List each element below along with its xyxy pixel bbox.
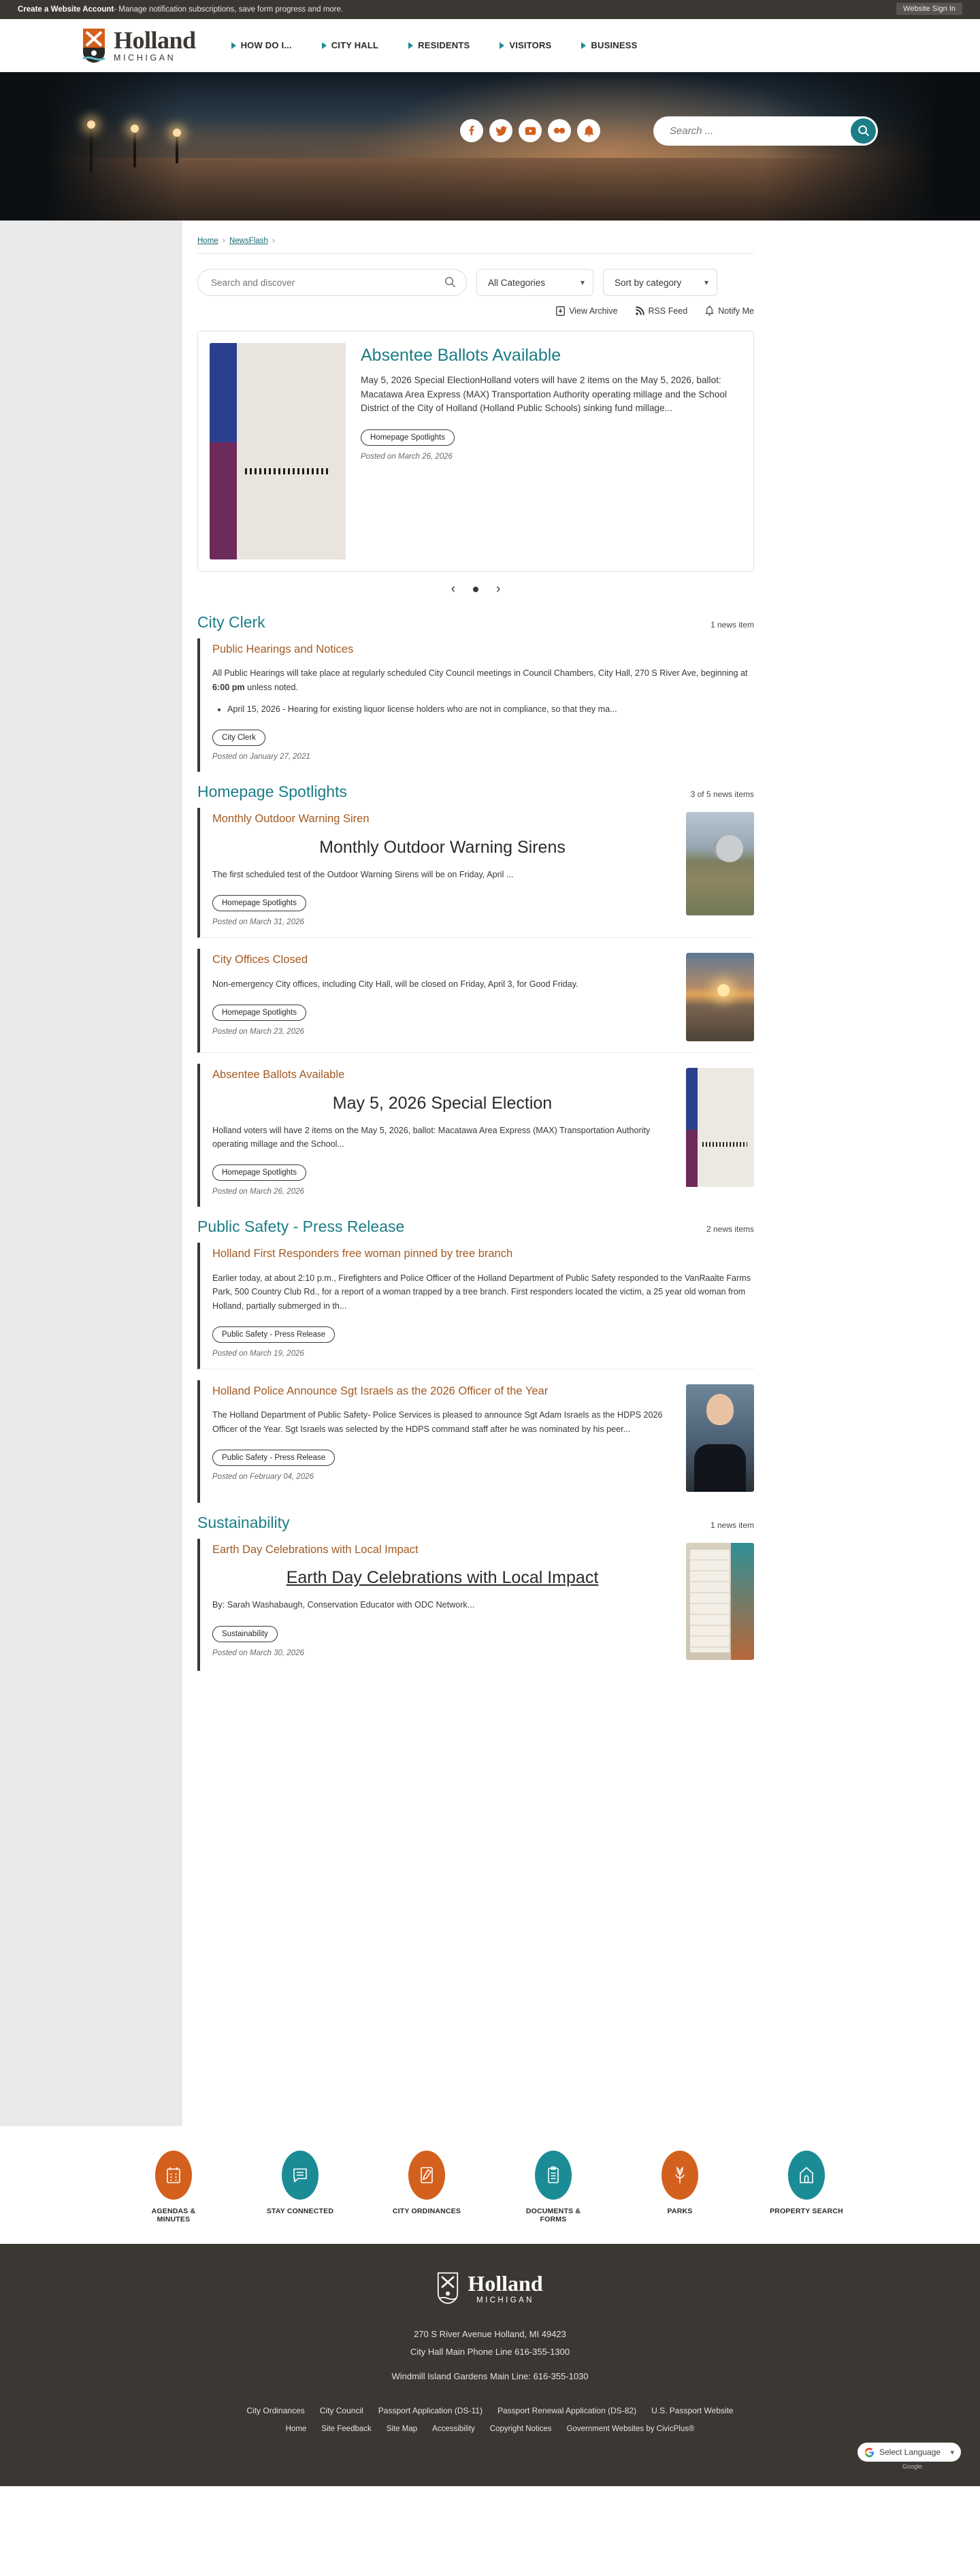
footer-link-copyright-notices[interactable]: Copyright Notices	[489, 2425, 552, 2433]
hero-search	[653, 116, 878, 146]
section-item-count: 1 news item	[710, 1520, 754, 1531]
chevron-right-icon	[581, 42, 586, 49]
section-title[interactable]: City Clerk	[197, 613, 265, 631]
nav-item-residents[interactable]	[408, 40, 470, 50]
excerpt-part-1: All Public Hearings will take place at regularly scheduled City Council meetings in Council Chambers, City Hall, 270 S River Ave, beginning at	[212, 668, 748, 679]
search-icon[interactable]	[444, 276, 456, 291]
hero-search-input[interactable]	[653, 116, 878, 146]
breadcrumb-newsflash[interactable]: NewsFlash	[229, 237, 268, 245]
search-and-discover	[197, 269, 467, 296]
news-item-category-tag[interactable]: City Clerk	[212, 730, 265, 746]
nav-item-visitors[interactable]	[500, 40, 551, 50]
breadcrumb-separator: ›	[272, 237, 275, 245]
quick-link-label: PROPERTY SEARCH	[770, 2207, 843, 2215]
holland-crest-icon	[82, 27, 106, 64]
chevron-right-icon	[408, 42, 413, 49]
news-item-headline-graphic: Earth Day Celebrations with Local Impact	[286, 1568, 599, 1588]
footer-phone: City Hall Main Phone Line 616-355-1300	[410, 2347, 570, 2357]
news-item[interactable]	[197, 1539, 754, 1671]
news-item-excerpt: By: Sarah Washabaugh, Conservation Educator with ODC Network...	[212, 1600, 475, 1610]
notify-me-button[interactable]	[705, 306, 754, 316]
site-footer	[0, 2244, 980, 2486]
nav-label: HOW DO I...	[240, 40, 292, 50]
rss-feed-label: RSS Feed	[648, 306, 688, 316]
sort-select[interactable]	[603, 269, 717, 296]
news-item[interactable]	[197, 808, 754, 938]
footer-links-row-1	[0, 2406, 980, 2415]
main-navigation	[231, 40, 638, 50]
excerpt-part-2: unless noted.	[244, 682, 299, 692]
featured-news-title[interactable]: Absentee Ballots Available	[361, 346, 561, 365]
notify-me-label: Notify Me	[718, 306, 754, 316]
bell-icon	[705, 306, 714, 316]
footer-brand-name: Holland	[468, 2270, 543, 2296]
footer-link-site-feedback[interactable]: Site Feedback	[321, 2425, 372, 2433]
news-item[interactable]	[197, 949, 754, 1053]
hero-search-button[interactable]	[851, 118, 876, 144]
section-item-count: 1 news item	[710, 620, 754, 630]
quick-link-documents-forms[interactable]	[516, 2151, 591, 2223]
news-item-posted-date: Posted on March 30, 2026	[212, 1648, 304, 1657]
section-title[interactable]: Public Safety - Press Release	[197, 1218, 405, 1236]
news-item-bullets	[212, 702, 754, 716]
sort-select-value: Sort by category	[615, 277, 682, 288]
quick-link-label: AGENDAS & MINUTES	[151, 2207, 196, 2223]
news-item-posted-date: Posted on January 27, 2021	[212, 753, 310, 762]
twitter-icon[interactable]	[489, 119, 512, 142]
featured-news-image[interactable]	[210, 343, 346, 559]
featured-news-posted-date: Posted on March 26, 2026	[361, 452, 453, 461]
section-title[interactable]: Sustainability	[197, 1514, 290, 1532]
news-item-title[interactable]: Public Hearings and Notices	[212, 643, 354, 655]
google-translate-brand: Google	[902, 2463, 922, 2470]
footer-link-accessibility[interactable]: Accessibility	[432, 2425, 475, 2433]
rss-icon	[636, 306, 644, 315]
nav-item-how-do-i[interactable]	[231, 40, 292, 50]
news-item-thumbnail[interactable]	[686, 1068, 754, 1196]
view-archive-button[interactable]	[556, 306, 617, 316]
news-item[interactable]	[197, 1064, 754, 1207]
carousel-controls	[197, 583, 754, 596]
category-select[interactable]	[476, 269, 593, 296]
news-item-excerpt: Holland voters will have 2 items on the May 5, 2026, ballot: Macatawa Area Express (MAX) Transportation Authority operating millage and the School...	[212, 1125, 651, 1150]
news-item-category-tag[interactable]: Public Safety - Press Release	[212, 1450, 335, 1466]
divider	[197, 253, 754, 254]
footer-link-site-map[interactable]: Site Map	[386, 2425, 418, 2433]
chevron-right-icon	[322, 42, 327, 49]
footer-brand-state: MICHIGAN	[476, 2296, 534, 2304]
translate-widget-wrap	[0, 2440, 980, 2474]
chat-bubble-icon	[282, 2151, 318, 2200]
nav-label: RESIDENTS	[418, 40, 470, 50]
filter-bar	[197, 269, 754, 296]
flickr-icon[interactable]	[548, 119, 571, 142]
quick-link-property-search[interactable]	[769, 2151, 844, 2223]
create-account-link[interactable]: Create a Website Account	[18, 5, 114, 14]
news-item-title[interactable]: Holland First Responders free woman pinned by tree branch	[212, 1248, 513, 1260]
page-body	[0, 221, 980, 2126]
footer-windmill-phone: Windmill Island Gardens Main Line: 616-355-1030	[391, 2371, 589, 2381]
nav-item-city-hall[interactable]	[322, 40, 378, 50]
featured-news-card[interactable]	[197, 331, 754, 572]
city-hall-sunset-photo	[686, 953, 754, 1041]
featured-news-category-tag[interactable]: Homepage Spotlights	[361, 429, 455, 446]
news-item[interactable]	[197, 638, 754, 772]
outdoor-warning-siren-photo	[686, 812, 754, 915]
quick-link-stay-connected[interactable]	[263, 2151, 338, 2223]
pencil-document-icon	[408, 2151, 445, 2200]
language-select-value: Select Language	[879, 2447, 941, 2457]
news-item[interactable]	[197, 1380, 754, 1503]
footer-link-city-council[interactable]: City Council	[319, 2406, 363, 2415]
news-item-thumbnail[interactable]	[686, 1543, 754, 1660]
quick-links-bar	[0, 2126, 980, 2244]
news-item-posted-date: Posted on February 04, 2026	[212, 1473, 314, 1482]
website-sign-in-button[interactable]: Website Sign In	[896, 3, 962, 15]
earth-month-toolkit-photo	[686, 1543, 754, 1660]
quick-link-parks[interactable]	[642, 2151, 717, 2223]
news-item-thumbnail[interactable]	[686, 812, 754, 926]
section-item-count: 2 news items	[706, 1224, 754, 1235]
news-item-title[interactable]: Holland Police Announce Sgt Israels as the 2026 Officer of the Year	[212, 1385, 549, 1398]
breadcrumb	[197, 221, 754, 253]
news-item-excerpt: The first scheduled test of the Outdoor Warning Sirens will be on Friday, April ...	[212, 869, 514, 879]
news-item-excerpt: Non-emergency City offices, including City Hall, will be closed on Friday, April 3, for Good Friday.	[212, 979, 578, 989]
news-item-excerpt: Earlier today, at about 2:10 p.m., Firefighters and Police Officer of the Holland Department of Public Safety responded to the VanRaalte Farms Park, 500 Country Club Rd., for a report of a woman trapped by a tree branch. First responders located the victim, a 25 year old woman from Holland, partially submerged in th...	[212, 1273, 751, 1311]
footer-link-passport-renewal[interactable]: Passport Renewal Application (DS-82)	[497, 2406, 637, 2415]
main-content	[182, 221, 980, 2126]
nav-label: VISITORS	[509, 40, 552, 50]
carousel-dot-1[interactable]	[473, 587, 478, 592]
nav-item-business[interactable]	[581, 40, 637, 50]
notify-me-bell-icon[interactable]	[577, 119, 600, 142]
quick-link-agendas-minutes[interactable]	[136, 2151, 211, 2223]
brand-name: Holland	[114, 27, 196, 54]
news-section-city-clerk	[197, 613, 754, 772]
news-item-category-tag[interactable]: Public Safety - Press Release	[212, 1326, 335, 1343]
absentee-ballot-photo	[210, 343, 346, 559]
quick-link-label: DOCUMENTS & FORMS	[525, 2207, 581, 2223]
site-header	[0, 19, 980, 72]
youtube-icon[interactable]	[519, 119, 542, 142]
utility-bar	[0, 0, 980, 19]
police-officer-portrait-photo	[686, 1384, 754, 1492]
footer-logo[interactable]	[0, 2271, 980, 2305]
carousel-prev-button[interactable]: ‹	[451, 582, 455, 596]
news-item-headline-graphic: Monthly Outdoor Warning Sirens	[319, 837, 566, 857]
nav-label: CITY HALL	[331, 40, 379, 50]
chevron-down-icon: ▾	[950, 2448, 954, 2457]
calendar-icon	[155, 2151, 192, 2200]
news-item-excerpt	[212, 666, 754, 694]
category-select-value: All Categories	[488, 277, 546, 288]
brand-state: MICHIGAN	[114, 53, 176, 63]
news-item-bullet: • April 15, 2026 - Hearing for existing liquor license holders who are not in compliance, so that they ma...	[227, 702, 754, 716]
house-icon	[788, 2151, 825, 2200]
footer-link-civicplus[interactable]: Government Websites by CivicPlus®	[566, 2425, 695, 2433]
news-section-homepage-spotlights	[197, 783, 754, 1207]
news-item-category-tag[interactable]: Sustainability	[212, 1626, 278, 1642]
news-item-posted-date: Posted on March 26, 2026	[212, 1188, 304, 1196]
footer-address: 270 S River Avenue Holland, MI 49423	[414, 2329, 566, 2339]
news-item-posted-date: Posted on March 19, 2026	[212, 1350, 304, 1358]
news-item-title[interactable]: Monthly Outdoor Warning Siren	[212, 813, 370, 826]
clipboard-icon	[535, 2151, 572, 2200]
footer-link-us-passport-website[interactable]: U.S. Passport Website	[651, 2406, 734, 2415]
holland-crest-icon	[437, 2271, 459, 2305]
section-item-count: 3 of 5 news items	[690, 789, 754, 800]
language-select[interactable]	[858, 2443, 961, 2462]
quick-link-label: STAY CONNECTED	[266, 2207, 334, 2215]
news-item-thumbnail[interactable]	[686, 953, 754, 1041]
carousel-next-button[interactable]: ›	[496, 582, 501, 596]
quick-link-label: CITY ORDINANCES	[392, 2207, 461, 2215]
create-account-subtext: - Manage notification subscriptions, save form progress and more.	[114, 5, 344, 14]
view-archive-label: View Archive	[569, 306, 618, 316]
news-item-category-tag[interactable]: Homepage Spotlights	[212, 895, 306, 911]
excerpt-bold-time: 6:00 pm	[212, 682, 245, 692]
news-item-posted-date: Posted on March 23, 2026	[212, 1028, 304, 1037]
chevron-right-icon	[231, 42, 236, 49]
news-item-title[interactable]: Earth Day Celebrations with Local Impact	[212, 1544, 419, 1556]
facebook-icon[interactable]	[460, 119, 483, 142]
news-item-excerpt: The Holland Department of Public Safety- Police Services is pleased to announce Sgt Adam Israels as the HDPS 2026 Officer of the Year. Sgt Israels was selected by the HDPS command staff after he was nominated by his peer...	[212, 1410, 663, 1434]
news-item-headline-graphic: May 5, 2026 Special Election	[332, 1093, 553, 1113]
quick-link-city-ordinances[interactable]	[389, 2151, 464, 2223]
breadcrumb-separator: ›	[222, 237, 225, 245]
archive-icon	[556, 306, 565, 316]
news-item-title[interactable]: City Offices Closed	[212, 953, 308, 966]
chevron-down-icon: ▾	[704, 278, 708, 287]
rss-feed-button[interactable]	[636, 306, 688, 316]
section-title[interactable]: Homepage Spotlights	[197, 783, 347, 801]
footer-link-city-ordinances[interactable]: City Ordinances	[246, 2406, 305, 2415]
news-item-thumbnail[interactable]	[686, 1384, 754, 1492]
chevron-right-icon	[500, 42, 504, 49]
absentee-ballot-photo	[686, 1068, 754, 1187]
nav-label: BUSINESS	[591, 40, 638, 50]
featured-news-excerpt: May 5, 2026 Special ElectionHolland voters will have 2 items on the May 5, 2026, ballot: Macatawa Area Express (MAX) Transportation Authority operating millage and the School District of the City of Holland (Holland Public Schools) sinking fund millage...	[361, 375, 727, 414]
search-input[interactable]	[197, 269, 467, 296]
site-logo[interactable]	[82, 27, 196, 64]
quick-link-label: PARKS	[667, 2207, 693, 2215]
left-sidebar-rail	[0, 221, 182, 2126]
news-section-public-safety-press-release	[197, 1218, 754, 1503]
news-item[interactable]	[197, 1243, 754, 1369]
news-item-category-tag[interactable]: Homepage Spotlights	[212, 1005, 306, 1021]
footer-links-row-2	[0, 2425, 980, 2433]
news-item-posted-date: Posted on March 31, 2026	[212, 918, 304, 927]
chevron-down-icon: ▾	[580, 278, 585, 287]
tulip-icon	[662, 2151, 698, 2200]
breadcrumb-home[interactable]: Home	[197, 237, 218, 245]
news-section-sustainability	[197, 1514, 754, 1702]
google-g-icon	[864, 2447, 875, 2458]
tool-row	[197, 306, 754, 316]
social-links	[460, 119, 600, 142]
footer-link-passport-application[interactable]: Passport Application (DS-11)	[378, 2406, 483, 2415]
hero-banner	[0, 72, 980, 221]
news-item-title[interactable]: Absentee Ballots Available	[212, 1069, 345, 1081]
news-item-category-tag[interactable]: Homepage Spotlights	[212, 1164, 306, 1181]
footer-link-home[interactable]: Home	[285, 2425, 307, 2433]
